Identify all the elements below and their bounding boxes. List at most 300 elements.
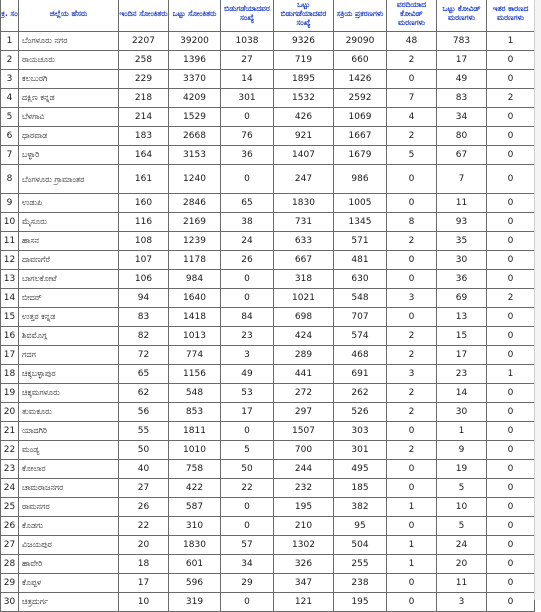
cell-today: 116 [119,213,169,232]
table-row [1,165,535,194]
cell-discharged: 0 [221,517,274,536]
cell-total: 1156 [169,365,221,384]
table-row [1,127,535,146]
cell-active: 195 [334,593,387,612]
cell-total-discharged: 1507 [274,422,334,441]
cell-total-deaths: 9 [437,441,487,460]
cell-total-discharged: 1302 [274,536,334,555]
cell-total: 2668 [169,127,221,146]
cell-total: 596 [169,574,221,593]
cell-active: 571 [334,232,387,251]
cell-reported-deaths: 1 [387,498,437,517]
cell-district: ಕೊಪ್ಪಳ [19,574,119,593]
cell-district: ಬೆಂಗಳೂರು ನಗರ [19,32,119,51]
cell-total-discharged: 1895 [274,70,334,89]
cell-reported-deaths: 2 [387,127,437,146]
header-today-cases: ಇಂದಿನ ಸೋಂಕಿತರು [119,0,169,32]
cell-discharged: 27 [221,51,274,70]
table-row [1,517,535,536]
cell-total-deaths: 34 [437,108,487,127]
cell-total-deaths: 13 [437,308,487,327]
cell-district: ಬೆಂಗಳೂರು ಗ್ರಾಮಾಂತರ [19,165,119,194]
cell-discharged: 49 [221,365,274,384]
cell-total-discharged: 244 [274,460,334,479]
cell-district: ತುಮಕೂರು [19,403,119,422]
cell-reported-deaths: 2 [387,346,437,365]
table-row [1,574,535,593]
cell-total-deaths: 10 [437,498,487,517]
cell-serial: 2 [1,51,19,70]
cell-reported-deaths: 0 [387,308,437,327]
cell-district: ರಾಮನಗರ [19,498,119,517]
cell-today: 82 [119,327,169,346]
cell-discharged: 0 [221,422,274,441]
cell-total-deaths: 80 [437,127,487,146]
cell-district: ಧಾರವಾಡ [19,127,119,146]
cell-serial: 9 [1,194,19,213]
cell-other-deaths: 0 [487,270,535,289]
cell-total: 1240 [169,165,221,194]
table-row [1,593,535,612]
cell-total: 4209 [169,89,221,108]
cell-other-deaths: 0 [487,422,535,441]
cell-total: 1529 [169,108,221,127]
cell-total-discharged: 210 [274,517,334,536]
cell-total: 310 [169,517,221,536]
cell-today: 18 [119,555,169,574]
cell-other-deaths: 0 [487,108,535,127]
cell-reported-deaths: 0 [387,479,437,498]
cell-district: ಚಿಕ್ಕಮಗಳೂರು [19,384,119,403]
cell-total: 1178 [169,251,221,270]
cell-active: 95 [334,517,387,536]
cell-total-discharged: 297 [274,403,334,422]
cell-active: 630 [334,270,387,289]
cell-reported-deaths: 1 [387,536,437,555]
cell-serial: 21 [1,422,19,441]
cell-serial: 28 [1,555,19,574]
cell-discharged: 65 [221,194,274,213]
cell-today: 183 [119,127,169,146]
cell-district: ಹಾಸನ [19,232,119,251]
cell-district: ಚಾಮರಾಜನಗರ [19,479,119,498]
cell-discharged: 0 [221,165,274,194]
cell-total-discharged: 921 [274,127,334,146]
cell-total-discharged: 121 [274,593,334,612]
cell-serial: 7 [1,146,19,165]
cell-reported-deaths: 2 [387,403,437,422]
table-row [1,422,535,441]
cell-serial: 25 [1,498,19,517]
cell-reported-deaths: 0 [387,70,437,89]
cell-district: ಗದಗ [19,346,119,365]
table-row [1,498,535,517]
cell-other-deaths: 0 [487,51,535,70]
cell-active: 691 [334,365,387,384]
cell-discharged: 22 [221,479,274,498]
cell-total-discharged: 731 [274,213,334,232]
cell-discharged: 26 [221,251,274,270]
cell-discharged: 17 [221,403,274,422]
cell-district: ಚಿತ್ರದುರ್ಗ [19,593,119,612]
cell-today: 27 [119,479,169,498]
page-edge [534,0,541,600]
cell-other-deaths: 0 [487,251,535,270]
table-row [1,32,535,51]
cell-total-deaths: 3 [437,593,487,612]
cell-district: ಶಿವಮೊಗ್ಗ [19,327,119,346]
header-active-cases: ಸಕ್ರಿಯ ಪ್ರಕರಣಗಳು [334,0,387,32]
cell-serial: 15 [1,308,19,327]
cell-active: 1679 [334,146,387,165]
cell-other-deaths: 0 [487,555,535,574]
cell-district: ಯಾದಗಿರಿ [19,422,119,441]
header-total-cases: ಒಟ್ಟು ಸೋಂಕಿತರು [169,0,221,32]
cell-active: 481 [334,251,387,270]
cell-discharged: 0 [221,593,274,612]
cell-total-discharged: 195 [274,498,334,517]
cell-reported-deaths: 0 [387,422,437,441]
cell-reported-deaths: 48 [387,32,437,51]
cell-active: 1667 [334,127,387,146]
cell-active: 185 [334,479,387,498]
cell-district: ಕೊಡಗು [19,517,119,536]
table-row [1,479,535,498]
cell-total: 853 [169,403,221,422]
cell-reported-deaths: 2 [387,384,437,403]
cell-today: 108 [119,232,169,251]
cell-total: 1396 [169,51,221,70]
cell-discharged: 0 [221,108,274,127]
cell-other-deaths: 0 [487,327,535,346]
cell-total-deaths: 11 [437,574,487,593]
cell-serial: 29 [1,574,19,593]
cell-total: 984 [169,270,221,289]
table-row [1,251,535,270]
cell-total: 39200 [169,32,221,51]
cell-active: 262 [334,384,387,403]
cell-total-deaths: 20 [437,555,487,574]
cell-total-deaths: 30 [437,403,487,422]
cell-total-deaths: 14 [437,384,487,403]
cell-active: 548 [334,289,387,308]
cell-other-deaths: 0 [487,593,535,612]
cell-serial: 6 [1,127,19,146]
cell-serial: 5 [1,108,19,127]
cell-today: 218 [119,89,169,108]
cell-other-deaths: 0 [487,536,535,555]
cell-total: 1239 [169,232,221,251]
cell-other-deaths: 0 [487,308,535,327]
cell-other-deaths: 0 [487,498,535,517]
cell-serial: 12 [1,251,19,270]
header-reported-deaths: ವರದಿಯಾದ ಕೋವಿಡ್ ಮರಣಗಳು [387,0,437,32]
cell-today: 2207 [119,32,169,51]
table-header-row [1,0,535,32]
cell-reported-deaths: 0 [387,165,437,194]
cell-reported-deaths: 0 [387,593,437,612]
cell-other-deaths: 1 [487,365,535,384]
cell-total-deaths: 17 [437,51,487,70]
cell-total: 1010 [169,441,221,460]
cell-other-deaths: 0 [487,441,535,460]
cell-active: 1069 [334,108,387,127]
header-serial: ಕ್ರ. ಸಂ [1,0,19,32]
cell-district: ಬಳ್ಳಾರಿ [19,146,119,165]
cell-today: 62 [119,384,169,403]
cell-district: ಬೆಳಗಾವಿ [19,108,119,127]
cell-today: 40 [119,460,169,479]
table-row [1,51,535,70]
cell-reported-deaths: 4 [387,108,437,127]
cell-serial: 18 [1,365,19,384]
cell-total-deaths: 35 [437,232,487,251]
cell-total-deaths: 24 [437,536,487,555]
cell-total-discharged: 232 [274,479,334,498]
cell-discharged: 1038 [221,32,274,51]
cell-serial: 13 [1,270,19,289]
cell-active: 660 [334,51,387,70]
table-row [1,308,535,327]
cell-active: 1345 [334,213,387,232]
cell-other-deaths: 0 [487,346,535,365]
cell-today: 94 [119,289,169,308]
cell-total-discharged: 247 [274,165,334,194]
cell-active: 301 [334,441,387,460]
cell-total-discharged: 441 [274,365,334,384]
cell-today: 83 [119,308,169,327]
cell-serial: 1 [1,32,19,51]
cell-active: 526 [334,403,387,422]
cell-today: 22 [119,517,169,536]
cell-total: 601 [169,555,221,574]
cell-today: 161 [119,165,169,194]
cell-total-deaths: 93 [437,213,487,232]
cell-other-deaths: 0 [487,213,535,232]
cell-discharged: 24 [221,232,274,251]
cell-district: ಹಾವೇರಿ [19,555,119,574]
cell-other-deaths: 0 [487,232,535,251]
table-row [1,403,535,422]
cell-discharged: 3 [221,346,274,365]
cell-total: 587 [169,498,221,517]
cell-reported-deaths: 0 [387,251,437,270]
table-body [1,32,535,612]
cell-serial: 22 [1,441,19,460]
cell-serial: 26 [1,517,19,536]
cell-reported-deaths: 8 [387,213,437,232]
cell-discharged: 76 [221,127,274,146]
table-row [1,365,535,384]
cell-discharged: 5 [221,441,274,460]
cell-today: 55 [119,422,169,441]
table-row [1,327,535,346]
cell-other-deaths: 0 [487,70,535,89]
cell-total: 1640 [169,289,221,308]
cell-today: 26 [119,498,169,517]
table-row [1,289,535,308]
cell-total-deaths: 69 [437,289,487,308]
table-row [1,346,535,365]
cell-serial: 3 [1,70,19,89]
cell-total-discharged: 424 [274,327,334,346]
cell-serial: 4 [1,89,19,108]
cell-total-deaths: 7 [437,165,487,194]
cell-total-deaths: 17 [437,346,487,365]
cell-district: ಬಾಗಲಕೋಟೆ [19,270,119,289]
cell-reported-deaths: 1 [387,555,437,574]
cell-total-discharged: 1021 [274,289,334,308]
cell-total-discharged: 272 [274,384,334,403]
cell-total-discharged: 326 [274,555,334,574]
cell-reported-deaths: 3 [387,365,437,384]
cell-active: 238 [334,574,387,593]
cell-total-deaths: 5 [437,479,487,498]
cell-today: 50 [119,441,169,460]
cell-reported-deaths: 5 [387,146,437,165]
cell-serial: 8 [1,165,19,194]
cell-district: ಬೀದರ್ [19,289,119,308]
cell-reported-deaths: 0 [387,574,437,593]
cell-total-discharged: 667 [274,251,334,270]
table-row [1,384,535,403]
cell-serial: 16 [1,327,19,346]
cell-active: 382 [334,498,387,517]
cell-active: 707 [334,308,387,327]
cell-discharged: 29 [221,574,274,593]
cell-active: 2592 [334,89,387,108]
cell-total-deaths: 23 [437,365,487,384]
cell-total: 2169 [169,213,221,232]
cell-discharged: 0 [221,270,274,289]
cell-other-deaths: 0 [487,574,535,593]
table-row [1,108,535,127]
cell-reported-deaths: 2 [387,232,437,251]
cell-reported-deaths: 0 [387,517,437,536]
cell-other-deaths: 2 [487,289,535,308]
table-row [1,232,535,251]
header-other-deaths: ಇತರ ಕಾರಣದ ಮರಣಗಳು [487,0,535,32]
cell-today: 229 [119,70,169,89]
cell-today: 72 [119,346,169,365]
cell-other-deaths: 0 [487,517,535,536]
cell-reported-deaths: 7 [387,89,437,108]
cell-discharged: 0 [221,289,274,308]
cell-active: 504 [334,536,387,555]
cell-serial: 14 [1,289,19,308]
cell-total-deaths: 783 [437,32,487,51]
cell-total-deaths: 11 [437,194,487,213]
cell-today: 258 [119,51,169,70]
cell-active: 303 [334,422,387,441]
header-total-discharged: ಒಟ್ಟು ಬಿಡುಗಡೆಯಾದವರ ಸಂಖ್ಯೆ [274,0,334,32]
cell-total: 1418 [169,308,221,327]
cell-discharged: 57 [221,536,274,555]
cell-total-discharged: 633 [274,232,334,251]
cell-other-deaths: 0 [487,479,535,498]
cell-active: 574 [334,327,387,346]
cell-district: ದಾವಣಗೆರೆ [19,251,119,270]
cell-total: 2846 [169,194,221,213]
cell-active: 1426 [334,70,387,89]
cell-total-discharged: 1830 [274,194,334,213]
cell-serial: 20 [1,403,19,422]
cell-active: 29090 [334,32,387,51]
cell-reported-deaths: 0 [387,460,437,479]
cell-discharged: 84 [221,308,274,327]
cell-today: 160 [119,194,169,213]
cell-reported-deaths: 2 [387,51,437,70]
cell-active: 495 [334,460,387,479]
cell-other-deaths: 0 [487,384,535,403]
cell-serial: 24 [1,479,19,498]
header-discharged: ಬಿಡುಗಡೆಯಾದವರ ಸಂಖ್ಯೆ [221,0,274,32]
cell-district: ಉತ್ತರ ಕನ್ನಡ [19,308,119,327]
cell-today: 17 [119,574,169,593]
cell-district: ವಿಜಯಪುರ [19,536,119,555]
cell-serial: 17 [1,346,19,365]
cell-serial: 27 [1,536,19,555]
cell-active: 1005 [334,194,387,213]
cell-other-deaths: 0 [487,127,535,146]
cell-today: 214 [119,108,169,127]
cell-district: ಚಿಕ್ಕಬಳ್ಳಾಪುರ [19,365,119,384]
cell-district: ಮಂಡ್ಯ [19,441,119,460]
cell-serial: 30 [1,593,19,612]
cell-total-deaths: 83 [437,89,487,108]
cell-total-deaths: 67 [437,146,487,165]
cell-discharged: 36 [221,146,274,165]
header-district: ಜಿಲ್ಲೆಯ ಹೆಸರು [19,0,119,32]
cell-total: 1830 [169,536,221,555]
cell-district: ಮೈಸೂರು [19,213,119,232]
cell-serial: 19 [1,384,19,403]
cell-today: 20 [119,536,169,555]
cell-discharged: 34 [221,555,274,574]
cell-other-deaths: 1 [487,32,535,51]
cell-other-deaths: 0 [487,165,535,194]
table-row [1,194,535,213]
cell-discharged: 14 [221,70,274,89]
cell-total-deaths: 15 [437,327,487,346]
cell-today: 164 [119,146,169,165]
cell-serial: 23 [1,460,19,479]
cell-total: 1013 [169,327,221,346]
cell-total: 548 [169,384,221,403]
cell-total: 758 [169,460,221,479]
cell-other-deaths: 0 [487,146,535,165]
cell-discharged: 53 [221,384,274,403]
cell-reported-deaths: 3 [387,289,437,308]
cell-reported-deaths: 0 [387,194,437,213]
cell-today: 65 [119,365,169,384]
cell-district: ಕೋಲಾರ [19,460,119,479]
cell-today: 10 [119,593,169,612]
table-row [1,555,535,574]
cell-reported-deaths: 0 [387,270,437,289]
cell-total-discharged: 426 [274,108,334,127]
table-row [1,70,535,89]
cell-total-discharged: 318 [274,270,334,289]
cell-total-discharged: 347 [274,574,334,593]
cell-total-discharged: 289 [274,346,334,365]
cell-total-deaths: 19 [437,460,487,479]
cell-total-discharged: 9326 [274,32,334,51]
table-row [1,270,535,289]
cell-discharged: 23 [221,327,274,346]
cell-total: 319 [169,593,221,612]
cell-serial: 10 [1,213,19,232]
